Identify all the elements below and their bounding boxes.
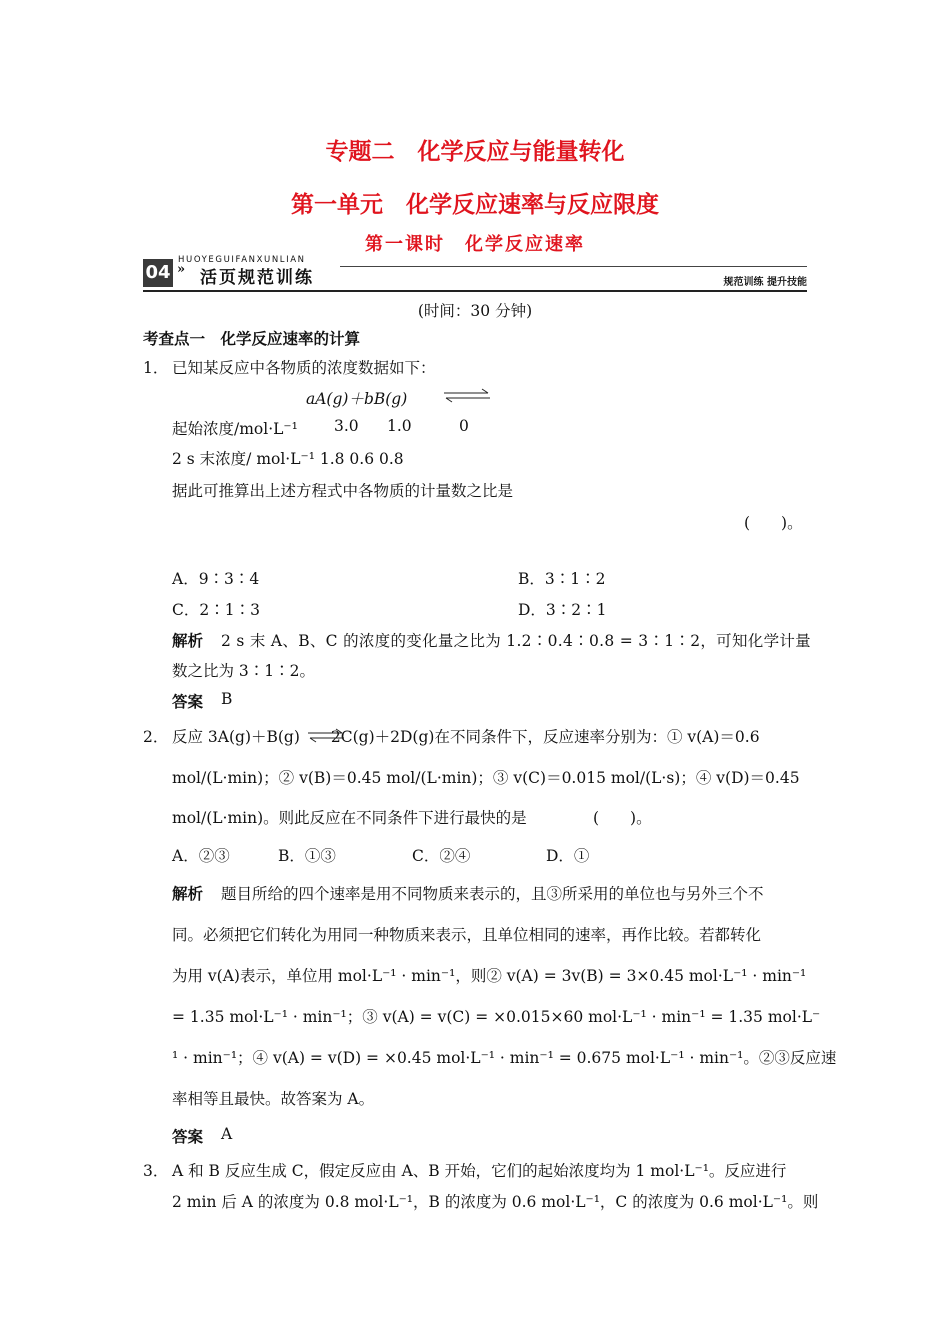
banner-subtitle: 规范训练 提升技能 [723, 277, 807, 288]
q1-analysis-line1: 2 s 末 A、B、C 的浓度的变化量之比为 1.2∶0.4∶0.8 = 3∶1∶2，可知化学计量 [221, 632, 811, 650]
q3-line2: 2 min 后 A 的浓度为 0.8 mol·L⁻¹，B 的浓度为 0.6 mol·L⁻¹，C 的浓度为 0.6 mol·L⁻¹。则 [172, 1193, 819, 1211]
section-heading: 考查点一 化学反应速率的计算 [143, 330, 361, 348]
q1-number: 1． [143, 359, 169, 377]
q2-analysis-label: 解析 [172, 885, 204, 903]
q2-option-c: C．②④ [412, 847, 471, 865]
q1-paren: ( )。 [744, 514, 803, 532]
q1-row1-val-a: 3.0 [334, 417, 359, 435]
q1-answer: B [221, 690, 233, 708]
chapter-title: 专题二 化学反应与能量转化 [325, 139, 625, 165]
equilibrium-arrows-icon [442, 388, 492, 404]
q2-option-b: B．①③ [278, 847, 336, 865]
q2-analysis-line5: ¹ · min⁻¹；④ v(A) = v(D) = ×0.45 mol·L⁻¹ · min⁻¹ = 0.675 mol·L⁻¹ · min⁻¹。②③反应速 [172, 1049, 837, 1067]
q1-option-a: A．9∶3∶4 [172, 570, 260, 588]
time-note: (时间：30 分钟) [417, 302, 533, 320]
q3-number: 3． [143, 1162, 169, 1180]
banner-top-rule [340, 266, 807, 267]
q2-answer-label: 答案 [172, 1128, 204, 1146]
lesson-title: 第一课时 化学反应速率 [365, 234, 585, 255]
q1-ask: 据此可推算出上述方程式中各物质的计量数之比是 [172, 482, 514, 500]
q2-paren: ( )。 [593, 809, 652, 827]
banner-bottom-rule [143, 290, 807, 292]
q1-stem: 已知某反应中各物质的浓度数据如下： [172, 359, 436, 377]
q2-analysis-line3: 为用 v(A)表示，单位用 mol·L⁻¹ · min⁻¹，则② v(A) = 3v(B) = 3×0.45 mol·L⁻¹ · min⁻¹ [172, 967, 807, 985]
q3-line1: A 和 B 反应生成 C，假定反应由 A、B 开始，它们的起始浓度均为 1 mol·L⁻¹。反应进行 [172, 1162, 787, 1180]
q2-analysis-line1: 题目所给的四个速率是用不同物质来表示的，且③所采用的单位也与另外三个不 [221, 885, 764, 903]
banner-title: 活页规范训练 [200, 268, 314, 288]
q1-row2: 2 s 末浓度/ mol·L⁻¹ 1.8 0.6 0.8 [172, 450, 404, 468]
unit-title: 第一单元 化学反应速率与反应限度 [291, 192, 659, 218]
q2-option-a: A．②③ [172, 847, 230, 865]
q1-option-d: D．3∶2∶1 [518, 601, 607, 619]
q1-analysis-line2: 数之比为 3∶1∶2。 [172, 662, 316, 680]
banner-pinyin: HUOYEGUIFANXUNLIAN [178, 255, 306, 265]
q2-equilibrium-arrows-icon [306, 728, 346, 744]
q1-row1-val-c: 0 [459, 417, 469, 435]
q2-line3: mol/(L·min)。则此反应在不同条件下进行最快的是 [172, 809, 527, 827]
q1-equation [306, 387, 407, 409]
q2-line1: 反应 3A(g)＋B(g) 2C(g)＋2D(g)在不同条件下，反应速率分别为：① v(A)＝0.6 [172, 728, 760, 746]
q2-line2: mol/(L·min)；② v(B)＝0.45 mol/(L·min)；③ v(C)＝0.015 mol/(L·s)；④ v(D)＝0.45 [172, 769, 800, 787]
q1-answer-label: 答案 [172, 693, 204, 711]
q2-analysis-line4: = 1.35 mol·L⁻¹ · min⁻¹；③ v(A) = v(C) = ×0.015×60 mol·L⁻¹ · min⁻¹ = 1.35 mol·L⁻ [172, 1008, 821, 1026]
banner-badge: 04 [143, 259, 173, 287]
q2-analysis-line6: 率相等且最快。故答案为 A。 [172, 1090, 375, 1108]
q1-option-c: C．2∶1∶3 [172, 601, 260, 619]
q1-row1-label: 起始浓度/mol·L⁻¹ [172, 420, 298, 438]
q1-row1-val-b: 1.0 [387, 417, 412, 435]
q1-equation-left: aA(g)＋bB(g) [306, 390, 408, 408]
q2-analysis-line2: 同。必须把它们转化为用同一种物质来表示，且单位相同的速率，再作比较。若都转化 [172, 926, 762, 944]
q2-number: 2． [143, 728, 169, 746]
q1-option-b: B．3∶1∶2 [518, 570, 606, 588]
q2-option-d: D．① [546, 847, 590, 865]
q1-analysis-label: 解析 [172, 632, 204, 650]
q2-answer: A [221, 1125, 233, 1143]
chevron-icon: » [177, 262, 186, 277]
